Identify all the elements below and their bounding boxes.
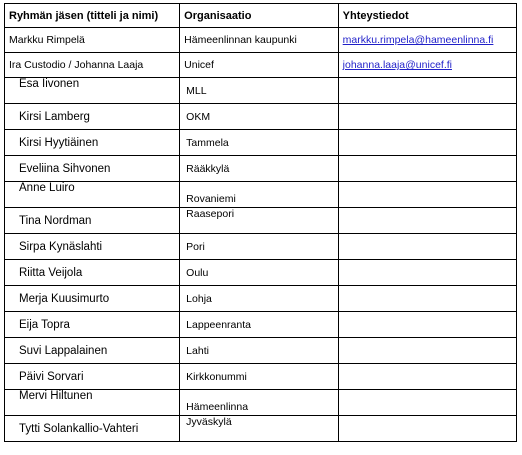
contact-cell: [338, 78, 516, 104]
member-organization: Kirkkonummi: [186, 371, 247, 383]
email-link[interactable]: johanna.laaja@unicef.fi: [342, 59, 452, 71]
contact-cell: [338, 338, 516, 364]
table-row: [5, 208, 517, 234]
organization-cell: [180, 364, 339, 390]
contact-cell: [338, 208, 516, 234]
contact-cell: [338, 104, 516, 130]
member-name: Markku Rimpelä: [9, 34, 85, 46]
member-name: Tytti Solankallio-Vahteri: [19, 423, 139, 435]
member-name-cell: [5, 104, 180, 130]
member-name-cell: [5, 130, 180, 156]
organization-cell: [180, 130, 339, 156]
member-name: Riitta Veijola: [19, 267, 83, 279]
member-organization: Lohja: [186, 293, 212, 305]
header-organization: Organisaatio: [180, 4, 339, 28]
contact-cell: [338, 312, 516, 338]
table-row: [5, 78, 517, 104]
member-name-cell: [5, 260, 180, 286]
table-row: [5, 53, 517, 78]
table-row: [5, 156, 517, 182]
member-organization: OKM: [186, 111, 211, 123]
member-organization: Lahti: [186, 345, 209, 357]
organization-cell: [180, 286, 339, 312]
member-name: Mervi Hiltunen: [19, 390, 93, 402]
contact-cell: [338, 390, 516, 416]
members-table: [4, 3, 517, 442]
member-organization: Raasepori: [186, 208, 235, 220]
member-name: Suvi Lappalainen: [19, 345, 108, 357]
member-name-cell: [5, 182, 180, 208]
header-row: [5, 4, 517, 28]
member-name: Ira Custodio / Johanna Laaja: [9, 59, 144, 71]
member-name: Eija Topra: [19, 319, 70, 331]
contact-cell: [338, 416, 516, 442]
table-row: [5, 234, 517, 260]
member-name: Päivi Sorvari: [19, 371, 84, 383]
member-organization: Jyväskylä: [186, 416, 232, 428]
member-name-cell: [5, 28, 180, 53]
table-row: [5, 312, 517, 338]
organization-cell: [180, 312, 339, 338]
organization-cell: [180, 416, 339, 442]
member-name-cell: [5, 416, 180, 442]
contact-cell: [338, 364, 516, 390]
table-row: [5, 260, 517, 286]
contact-cell: [338, 28, 516, 53]
organization-cell: [180, 104, 339, 130]
email-link[interactable]: markku.rimpela@hameenlinna.fi: [342, 34, 494, 46]
member-organization: Lappeenranta: [186, 319, 251, 331]
member-organization: Tammela: [186, 137, 229, 149]
header-name: Ryhmän jäsen (titteli ja nimi): [5, 4, 180, 28]
organization-cell: [180, 338, 339, 364]
organization-cell: [180, 78, 339, 104]
member-name: Anne Luiro: [19, 182, 75, 194]
table-row: [5, 390, 517, 416]
organization-cell: [180, 234, 339, 260]
table-row: [5, 286, 517, 312]
contact-cell: [338, 156, 516, 182]
member-organization: Oulu: [186, 267, 209, 279]
member-organization: Rääkkylä: [186, 163, 230, 175]
member-name-cell: [5, 312, 180, 338]
member-name-cell: [5, 234, 180, 260]
table-row: [5, 130, 517, 156]
member-name: Eveliina Sihvonen: [19, 163, 111, 175]
table-row: [5, 364, 517, 390]
member-name-cell: [5, 53, 180, 78]
header-contact: Yhteystiedot: [338, 4, 516, 28]
member-organization: Hämeenlinna: [186, 401, 249, 413]
contact-cell: [338, 182, 516, 208]
member-name-cell: [5, 364, 180, 390]
member-name: Esa Iivonen: [19, 78, 80, 90]
table-row: [5, 182, 517, 208]
contact-cell: [338, 53, 516, 78]
member-name-cell: [5, 338, 180, 364]
member-name-cell: [5, 390, 180, 416]
organization-cell: [180, 260, 339, 286]
contact-cell: [338, 234, 516, 260]
organization-cell: [180, 390, 339, 416]
member-name: Merja Kuusimurto: [19, 293, 110, 305]
contact-cell: [338, 286, 516, 312]
member-name: Tina Nordman: [19, 215, 92, 227]
member-organization: MLL: [186, 85, 207, 97]
organization-cell: [180, 28, 339, 53]
member-name: Kirsi Hyytiäinen: [19, 137, 99, 149]
member-organization: Hämeenlinnan kaupunki: [184, 34, 297, 46]
member-name-cell: [5, 156, 180, 182]
member-organization: Pori: [186, 241, 205, 253]
member-organization: Rovaniemi: [186, 193, 236, 205]
contact-cell: [338, 130, 516, 156]
organization-cell: [180, 182, 339, 208]
organization-cell: [180, 156, 339, 182]
organization-cell: [180, 208, 339, 234]
contact-cell: [338, 260, 516, 286]
member-name-cell: [5, 286, 180, 312]
table-row: [5, 338, 517, 364]
member-name-cell: [5, 208, 180, 234]
member-name-cell: [5, 78, 180, 104]
table-row: [5, 104, 517, 130]
member-organization: Unicef: [184, 59, 214, 71]
table-row: [5, 28, 517, 53]
organization-cell: [180, 53, 339, 78]
table-row: [5, 416, 517, 442]
member-name: Kirsi Lamberg: [19, 111, 90, 123]
member-name: Sirpa Kynäslahti: [19, 241, 103, 253]
